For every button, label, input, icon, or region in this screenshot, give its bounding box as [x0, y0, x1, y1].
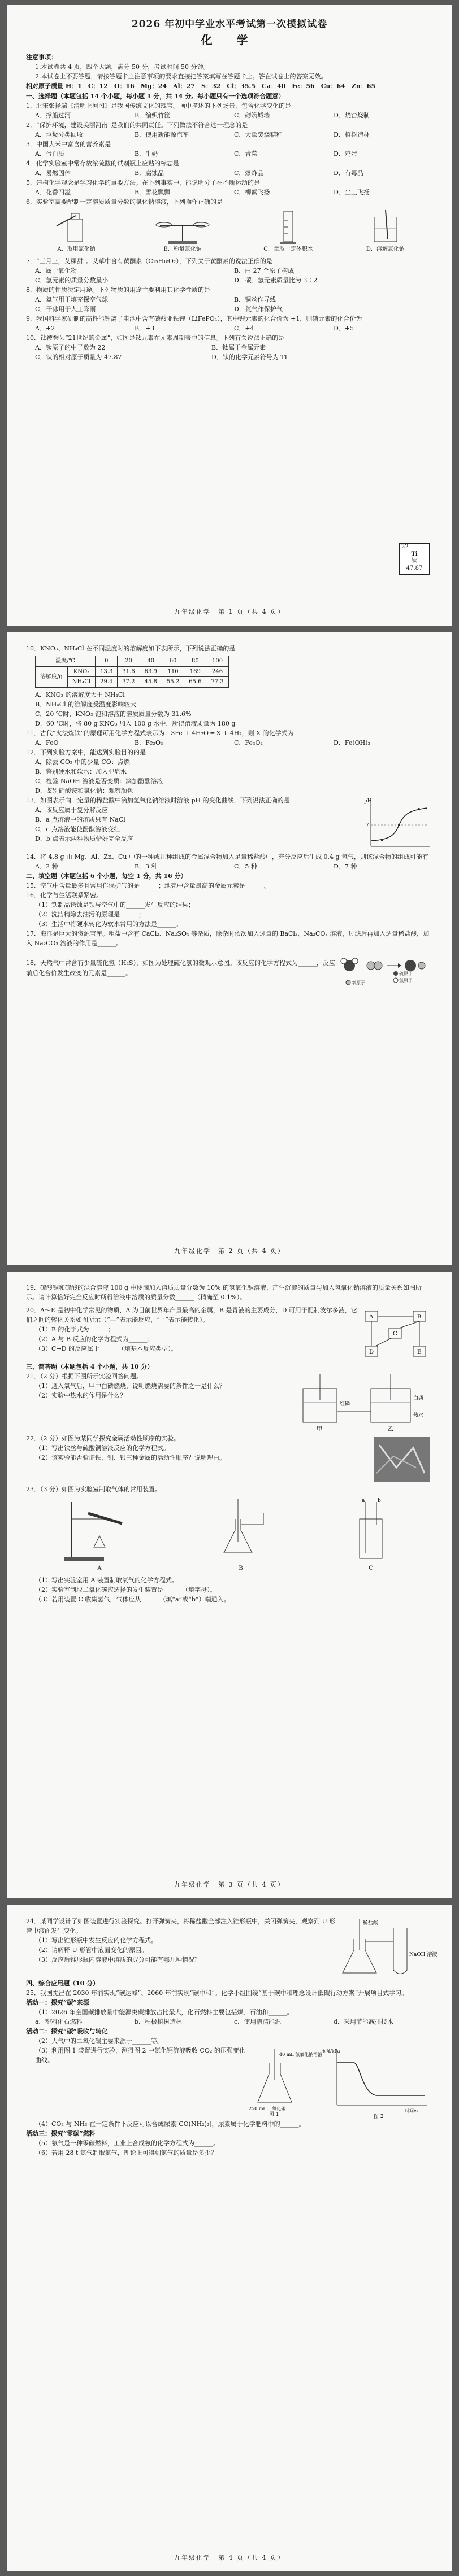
option: C．检验 NaOH 溶液是否变质：滴加酚酞溶液 [35, 777, 163, 785]
q22-block [26, 1434, 433, 1485]
question-text: 4．化学实验室中常存放浓硫酸的试剂瓶上应贴的标志是 [26, 159, 179, 167]
notes-heading: 注意事项： [26, 54, 57, 62]
exam-page-4 [7, 1905, 452, 2571]
ph-curve-figure [360, 796, 433, 852]
page-footer: 九年级化学 第 3 页（共 4 页） [174, 1880, 285, 1888]
sub-question: （5）氨气是一种零碳燃料，工业上合成氨的化学方程式为______。 [35, 2140, 219, 2147]
option: c．使用清洁能源 [234, 2018, 282, 2026]
options [26, 111, 433, 120]
option: C．Fe₃O₄ [234, 739, 263, 746]
question-text: 1．北宋张择端《清明上河图》是我国传统文化的瑰宝。画中描述的下列场景，包含化学变化的是 [26, 102, 291, 110]
sub-question: （6）若用 28 t 氮气制取氨气，理论上可得到氨气的质量是多少？ [35, 2149, 217, 2157]
svg-text:C: C [393, 1331, 397, 1338]
option: D．碳、氢元素质量比为 3∶2 [234, 276, 318, 284]
sub-question: （1）2026 年全国碳排放量中能源类碳排放占比最大，化石燃料主要包括煤、石油和______。 [35, 2009, 293, 2016]
sub-question: （3）若用装置 C 收集氢气，气体应从______（填“a”或“b”）端通入。 [35, 1595, 230, 1603]
graduated-cylinder-icon [266, 209, 311, 245]
question-text: 12．下列实验方案中，能达到实验目的的是 [26, 748, 146, 756]
option: B．Fe₂O₃ [135, 739, 163, 746]
figure-take-salt: A．取用氯化钠 [51, 209, 102, 254]
beaker-icon [363, 209, 408, 245]
q18-block [26, 949, 433, 988]
sub-question: （1）铁制品锈蚀是铁与空气中的______发生反应的结果； [35, 901, 194, 909]
activity-heading: 活动三：探究“零碳”燃料 [26, 2130, 96, 2138]
option: B．钛属于金属元素 [211, 344, 266, 352]
options [26, 805, 360, 844]
option: C．青菜 [234, 150, 258, 158]
apparatus-a: A [60, 1496, 139, 1573]
option: C．5 种 [234, 863, 257, 871]
option: A．撑船过河 [35, 111, 71, 119]
label-yi: 乙 [388, 1426, 393, 1433]
option: a．塑料化石燃料 [35, 2018, 83, 2026]
svg-text:A: A [369, 1314, 374, 1321]
option: C．20 ℃时，KNO₃ 饱和溶液的溶质质量分数为 31.6% [35, 710, 192, 718]
atomic-masses: 相对原子质量 H：1 C：12 O：16 Mg：24 Al：27 S：32 Cl：35.5 Ca：40 Fe：56 Cu：64 Zn：65 [26, 82, 376, 90]
option: C．+4 [234, 324, 254, 332]
exam-title: 2026 年初中学业水平考试第一次模拟试卷 [131, 19, 328, 30]
option: C．砌筑城墙 [234, 111, 270, 119]
activity-heading: 活动二：探究“碳”吸收与转化 [26, 2028, 108, 2036]
option: D．烧窑烧制 [334, 111, 370, 119]
exam-subject: 化 学 [201, 33, 258, 47]
option: A．氦气用于填充探空气球 [35, 295, 108, 303]
option: D．有毒品 [334, 169, 363, 177]
question-text: 24．某同学设计了如图装置进行实验探究。打开弹簧夹，将稀盐酸全部注入锥形瓶中，关闭弹簧夹，观察到 U 形管中液面发生变化。 [26, 1918, 336, 1935]
options [26, 324, 433, 333]
option: A．垃圾分类回收 [35, 130, 83, 138]
label-naoh-volume: 40 mL 氢氧化钠溶液 [279, 2052, 323, 2058]
combustion-experiment-figure [297, 1372, 433, 1434]
sub-question: （2）A 与 B 反应的化学方程式为______； [35, 1335, 154, 1343]
label-white-phosphorus: 白磷 [413, 1396, 424, 1402]
option: B．NH₄Cl 的溶解度受温度影响较大 [35, 700, 137, 708]
option: D．鉴别硝酸铵和氯化钠：观察颜色 [35, 787, 133, 795]
figure-measure-water: C．量取一定体积水 [263, 209, 313, 254]
option: D．鸡蛋 [334, 150, 357, 158]
option: B．铜丝作导线 [234, 295, 276, 303]
page-footer: 九年级化学 第 4 页（共 4 页） [174, 2553, 285, 2561]
section-heading: 一、选择题（本题包括 14 个小题，每小题 1 分，共 14 分。每小题只有一个选项符合题意） [26, 92, 285, 100]
question-text: 13．如图表示向一定量的稀盐酸中滴加氢氧化钠溶液时溶液 pH 的变化曲线，下列说法正确的是 [26, 797, 290, 805]
axis-label-pressure: 压强/kPa [321, 2049, 340, 2054]
legend-sulfur: 硫原子 [399, 971, 413, 976]
option: d．采用节能减排技术 [334, 2018, 394, 2026]
sub-question: （2）大气中的二氧化碳主要来源于______等。 [35, 2037, 163, 2045]
note-item: 1.本试卷共 4 页，四个大题，满分 50 分，考试时间 50 分钟。 [35, 63, 210, 71]
option: B．使用新能源汽车 [135, 130, 189, 138]
sub-question: （2）该实验能否验证铁、铜、银三种金属的活动性顺序？说明理由。 [35, 1454, 226, 1462]
sub-question: （1）写出实验室用 A 装置制取氧气的化学方程式。 [35, 1576, 178, 1584]
page-footer: 九年级化学 第 2 页（共 4 页） [174, 1247, 285, 1255]
svg-text:a: a [362, 1498, 365, 1504]
section-heading: 二、填空题（本题包括 6 个小题，每空 1 分，共 16 分） [26, 872, 187, 880]
svg-text:b: b [378, 1498, 381, 1504]
option: B．a 点溶液中的溶质只有 NaCl [35, 816, 125, 824]
option: B．编织竹筐 [135, 111, 171, 119]
option: D．钛的化学元素符号为 TI [211, 353, 287, 361]
option: D．Fe(OH)₃ [334, 739, 370, 746]
note-item: 2.本试卷上不要答题，请按答题卡上注意事项的要求直接把答案填写在答题卡上。答在试卷上的答案无效。 [35, 73, 327, 81]
svg-text:pH: pH [364, 798, 372, 805]
option: D．尘土飞扬 [334, 189, 370, 196]
solubility-table: 温度/℃ 0 20 40 60 80 100 溶解度/g KNO₃ 13.3 31.6 63.9 110 169 246 NH₄Cl 29.4 37.2 45.8 55.2 65.6 77.3 [35, 656, 229, 688]
figure-weigh-salt: B．称量氯化钠 [151, 209, 214, 254]
option: A．除去 CO₂ 中的少量 CO：点燃 [35, 758, 130, 766]
sub-question: （3）C→D 的反应属于______（填基本反应类型）。 [35, 1345, 177, 1353]
option: D．氮气作保护气 [234, 305, 283, 313]
label-hcl: 稀盐酸 [363, 1920, 379, 1926]
balance-icon [151, 209, 214, 245]
options [26, 738, 433, 748]
sub-question: （3）生活中将硬水转化为软水常用的方法是______。 [35, 920, 182, 928]
sub-question: （2）实验中热水的作用是什么？ [35, 1392, 126, 1400]
reagent-bottle-icon [51, 209, 102, 245]
legend-hydrogen: 氢原子 [399, 977, 413, 983]
q21-block [26, 1372, 433, 1434]
option: C．大量焚烧秸秆 [234, 130, 283, 138]
options [26, 343, 433, 362]
options [26, 266, 433, 285]
label-jia: 甲 [317, 1426, 322, 1433]
page-footer: 九年级化学 第 1 页（共 4 页） [174, 608, 285, 615]
option: D．60 ℃时，将 80 g KNO₃ 加入 100 g 水中，所得溶液质量为 180 g [35, 719, 236, 727]
svg-text:7: 7 [366, 823, 369, 829]
apparatus-c: a b C [343, 1496, 399, 1573]
option: D．b 点表示两种物质恰好完全反应 [35, 835, 133, 843]
options [26, 2017, 433, 2027]
svg-text:B: B [417, 1314, 422, 1321]
options [26, 130, 433, 139]
option: A．该反应属于复分解反应 [35, 806, 108, 814]
option: D．7 种 [334, 863, 357, 871]
question-text: 17．海洋是巨大的资源宝库。粗盐中含有 CaCl₂、Na₂SO₄ 等杂质，除杂时依次加入过量的 BaCl₂、Na₂CO₃ 溶液，过滤后再加入适量稀盐酸，加入 Na₂CO₃ 溶液的作用是______。 [26, 930, 430, 948]
pressure-time-chart [320, 2046, 433, 2119]
co2-absorption-apparatus [246, 2046, 323, 2118]
activity-heading: 活动一：探究“碳”来源 [26, 1999, 89, 2007]
q20-block [26, 1306, 433, 1362]
question-text: 22．（2 分）如图为某同学探究金属活动性顺序的实验。 [26, 1435, 180, 1443]
question-text: 20．A～E 是初中化学常见的物质，A 为目前世界年产量最高的金属，B 是胃液的主要成分，D 可用于配制波尔多液，它们之间的转化关系如图所示（“—”表示能反应，“→”表示能转化）。 [26, 1307, 357, 1324]
question-text: 21．（2 分）根据下图所示实验回答问题。 [26, 1373, 142, 1381]
question-text: 15．空气中含量最多且常用作保护气的是______；地壳中含量最高的金属元素是______。 [26, 882, 270, 890]
sub-question: （2）洗洁精除去油污的原理是______； [35, 911, 145, 919]
question-text: 9．我国科学家研制的高性能锂离子电池中含有磷酸亚铁锂（LiFePO₄），其中锂元素的化合价为 +1，则磷元素的化合价为 [26, 315, 362, 322]
svg-text:E: E [417, 1349, 422, 1356]
sub-question: （3）利用图 1 装置进行实验，测得图 2 中氯化钙溶液吸收 CO₂ 的压强变化曲线。 [35, 2047, 245, 2064]
option: C．钛的相对原子质量为 47.87 [35, 353, 122, 361]
options [26, 187, 433, 197]
option: A．2 种 [35, 863, 58, 871]
sub-question: （2）实验室制取二氧化碳应选择的发生装置是______（填字母）。 [35, 1586, 216, 1593]
option: b．积极植树造林 [135, 2018, 183, 2026]
option: B．牛奶 [135, 150, 158, 158]
question-text: 8．物质的性质决定用途。下列物质的用途主要利用其化学性质的是 [26, 286, 210, 294]
svg-text:D: D [369, 1349, 374, 1356]
exam-page-1 [7, 5, 452, 626]
options [26, 149, 433, 159]
figure-1-caption: 图 1 [269, 2112, 279, 2118]
option: A．FeO [35, 739, 59, 746]
periodic-table-cell: 22 Ti 钛 47.87 [399, 543, 430, 575]
question-text: 16．化学与生活联系紧密。 [26, 892, 102, 900]
question-text: 7．“三月三，艾粿甜”。艾草中含有黄酮素（C₁₅H₁₀O₂），下列关于黄酮素的说法正确的是 [26, 257, 272, 265]
substance-relation-diagram [360, 1306, 433, 1362]
question-text: 10．KNO₃、NH₄Cl 在不同温度时的溶解度如下表所示，下列说法正确的是 [26, 645, 236, 652]
option: B．3 种 [135, 863, 158, 871]
axis-label-time: 时间/s [405, 2108, 418, 2114]
exam-page-2 [7, 632, 452, 1265]
option: B．鉴别硬水和软水：加入肥皂水 [35, 767, 127, 775]
gas-bottle-icon [343, 1496, 399, 1564]
option: A．花香四溢 [35, 189, 71, 196]
question-text: 23．（3 分）如图为实验室制取气体的常用装置。 [26, 1486, 161, 1494]
option: C．爆炸品 [234, 169, 264, 177]
option: B．雪花飘飘 [135, 189, 171, 196]
sub-question: （2）请解释 U 形管中液面变化的原因。 [35, 1946, 148, 1954]
option: C．c 点溶液能使酚酞溶液变红 [35, 826, 120, 833]
option: A．属于氧化物 [35, 267, 77, 274]
label-hot-water: 热水 [413, 1413, 424, 1419]
question-text: 11．古代“火法炼铁”的原理可用化学方程式表示为：3Fe + 4H₂O ═ X + 4H₂，则 X 的化学式为 [26, 729, 294, 737]
exam-page-3 [7, 1272, 452, 1898]
option: C．氢元素的质量分数最小 [35, 276, 109, 284]
option: C．干冰用于人工降雨 [35, 305, 96, 313]
option: A．易燃固体 [35, 169, 71, 177]
question-text: 2．“保护环境，建设美丽河南”是我们的共同责任。下列做法不符合这一理念的是 [26, 121, 248, 129]
molecule-diagram [337, 949, 433, 988]
options [26, 757, 433, 796]
option: D．植树造林 [334, 130, 370, 138]
sub-question: （3）反应后锥形瓶内溶液中溶质的成分可能有哪几种情况？ [35, 1956, 201, 1964]
u-tube-apparatus-figure [337, 1916, 438, 1979]
option: A．蛋白质 [35, 150, 64, 158]
question-text: 10．钛被誉为“21世纪的金属”，如图是钛元素在元素周期表中的信息。下列有关说法正确的是 [26, 334, 285, 342]
question-text: 14．将 4.8 g 由 Mg、Al、Zn、Cu 中的一种或几种组成的金属混合物加入足量稀盐酸中，充分反应后生成 0.4 g 氢气，则该混合物的组成可能有 [26, 853, 429, 861]
question-text: 5．建构化学观念是学习化学的重要方法。在下列事实中，能说明分子在不断运动的是 [26, 178, 260, 186]
sub-question: （4）CO₂ 与 NH₃ 在一定条件下反应可以合成尿素[CO(NH₂)₂]，尿素属于化学肥料中的______。 [35, 2120, 305, 2128]
label-co2-volume: 250 mL 二氧化碳 [249, 2106, 286, 2112]
options [26, 168, 433, 178]
option: B．+3 [135, 324, 155, 332]
question-text: 25．我国提出在 2030 年前实现“碳达峰”、2060 年前实现“碳中和”。化学小组围绕“基于碳中和理念设计低碳行动方案”开展项目式学习。 [26, 1989, 408, 1997]
gas-apparatus-figures [26, 1496, 433, 1573]
q13-block [26, 796, 433, 852]
lab-operation-figures [26, 209, 433, 254]
option: A．钛原子的中子数为 22 [35, 344, 106, 352]
question-text: 6．实验室需要配制一定溶质质量分数的氯化钠溶液，下列操作正确的是 [26, 198, 223, 206]
option: A．+2 [35, 324, 55, 332]
section-heading: 三、简答题（本题包括 4 个小题，共 10 分） [26, 1363, 154, 1371]
heating-apparatus-icon [60, 1496, 139, 1564]
sub-question: （1）E 的化学式为______； [35, 1326, 114, 1334]
options [26, 862, 433, 871]
figure-2-caption: 图 2 [374, 2114, 384, 2120]
label-naoh: NaOH 溶液 [409, 1952, 438, 1958]
option: B．由 27 个原子构成 [234, 267, 295, 274]
metal-activity-photo [371, 1434, 433, 1485]
option: D．+5 [334, 324, 354, 332]
option: B．腐蚀品 [135, 169, 164, 177]
sub-question: （1）通入氧气后，甲中白磷燃烧，说明燃烧需要的条件之一是什么？ [35, 1382, 226, 1390]
label-red-phosphorus: 红磷 [340, 1401, 350, 1408]
figure-dissolve-salt: D．溶解氯化钠 [363, 209, 408, 254]
question-text: 19．硫酸铜和硫酸的混合溶液 100 g 中逐滴加入溶质质量分数为 10% 的氢氧化钠溶液，产生沉淀的质量与加入氢氧化钠溶液的质量关系如图所示。请计算恰好完全反应时所得溶液中溶质的质量分数______（精确至 0.1%）。 [26, 1284, 422, 1302]
figure-pair [26, 2046, 433, 2119]
legend-oxygen: 氧原子 [352, 980, 365, 985]
sub-question: （1）写出锥形瓶中发生反应的化学方程式。 [35, 1937, 157, 1945]
q24-block [26, 1916, 438, 1979]
option: C．柳絮飞扬 [234, 189, 270, 196]
sub-question: （1）写出铁丝与硫酸铜溶液反应的化学方程式。 [35, 1444, 170, 1452]
option: A．KNO₃ 的溶解度大于 NH₄Cl [35, 691, 125, 698]
options [26, 690, 433, 728]
question-text: 3．中国大米中富含的营养素是 [26, 140, 111, 148]
flask-apparatus-icon [207, 1496, 275, 1564]
apparatus-b: B [207, 1496, 275, 1573]
question-text: 18．天然气中常含有少量硫化氢（H₂S），如图为处理硫化氢的微观示意图。该反应的化学方程式为______，反应前后化合价发生改变的元素是______。 [26, 959, 336, 977]
options [26, 295, 433, 314]
section-heading: 四、综合应用题（10 分） [26, 1980, 99, 1987]
